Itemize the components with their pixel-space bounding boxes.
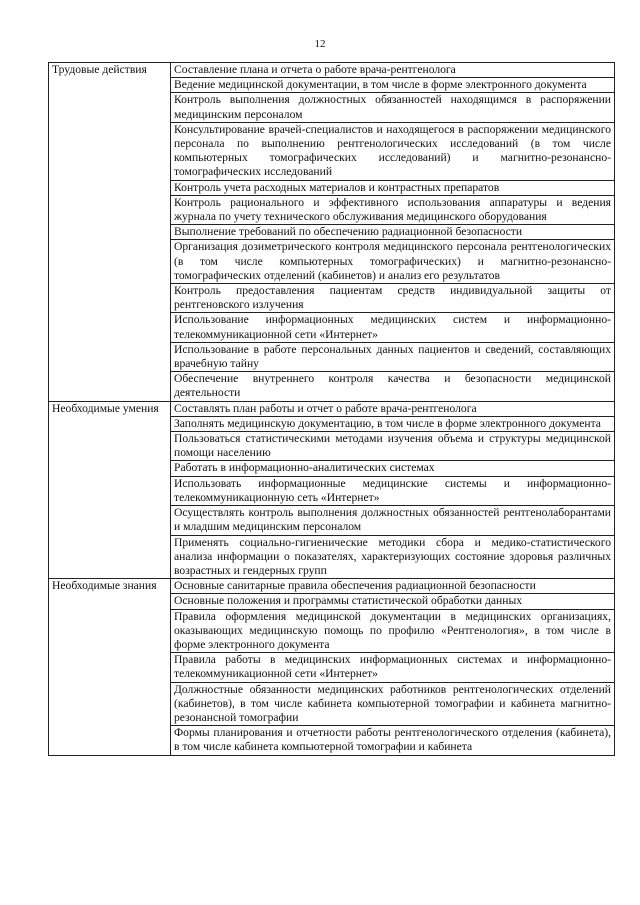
section-item: Составление плана и отчета о работе врача-рентгенолога: [171, 63, 615, 78]
section-item: Контроль рационального и эффективного использования аппаратуры и ведения журнала по учету технического обслуживания медицинского оборудования: [171, 195, 615, 224]
section-label: Трудовые действия: [49, 63, 171, 402]
section-item: Основные санитарные правила обеспечения радиационной безопасности: [171, 579, 615, 594]
section-item: Консультирование врачей-специалистов и находящегося в распоряжении медицинского персонала по выполнению рентгенологических исследований (в том числе компьютерных томографических исследований) и магнитно-резонансно-томографических исследований: [171, 122, 615, 180]
section-item: Должностные обязанности медицинских работников рентгенологических отделений (кабинетов), в том числе кабинета компьютерной томографии и кабинета магнитно-резонансной томографии: [171, 682, 615, 726]
table-body: [49, 63, 615, 756]
section-item: Заполнять медицинскую документацию, в том числе в форме электронного документа: [171, 416, 615, 431]
section-item: Применять социально-гигиенические методики сбора и медико-статистического анализа информации о показателях, характеризующих состояние здоровья различных возрастных и гендерных групп: [171, 535, 615, 579]
table-row: [49, 63, 615, 78]
section-item: Организация дозиметрического контроля медицинского персонала рентгенологических (в том числе компьютерных томографических) и магнитно-резонансно-томографических отделений (кабинетов) и анализ его результатов: [171, 240, 615, 284]
section-item: Формы планирования и отчетности работы рентгенологического отделения (кабинета), в том числе кабинета компьютерной томографии и кабинета: [171, 726, 615, 755]
section-label: Необходимые умения: [49, 401, 171, 578]
section-item: Основные положения и программы статистической обработки данных: [171, 594, 615, 609]
professional-standard-table: [48, 62, 615, 756]
section-item: Пользоваться статистическими методами изучения объема и структуры медицинской помощи населению: [171, 432, 615, 461]
section-item: Контроль предоставления пациентам средств индивидуальной защиты от рентгеновского излучения: [171, 284, 615, 313]
section-item: Использование информационных медицинских систем и информационно-телекоммуникационной сети «Интернет»: [171, 313, 615, 342]
section-item: Правила оформления медицинской документации в медицинских организациях, оказывающих медицинскую помощь по профилю «Рентгенология», в том числе в форме электронного документа: [171, 609, 615, 653]
section-item: Использование в работе персональных данных пациентов и сведений, составляющих врачебную тайну: [171, 342, 615, 371]
section-item: Осуществлять контроль выполнения должностных обязанностей рентгенолаборантами и младшим медицинским персоналом: [171, 506, 615, 535]
section-item: Выполнение требований по обеспечению радиационной безопасности: [171, 225, 615, 240]
section-item: Работать в информационно-аналитических системах: [171, 461, 615, 476]
section-item: Использовать информационные медицинские системы и информационно-телекоммуникационную сеть «Интернет»: [171, 476, 615, 505]
section-item: Контроль учета расходных материалов и контрастных препаратов: [171, 180, 615, 195]
section-item: Контроль выполнения должностных обязанностей находящимся в распоряжении медицинским персоналом: [171, 93, 615, 122]
section-item: Составлять план работы и отчет о работе врача-рентгенолога: [171, 401, 615, 416]
section-label: Необходимые знания: [49, 579, 171, 755]
section-item: Обеспечение внутреннего контроля качества и безопасности медицинской деятельности: [171, 372, 615, 401]
section-item: Правила работы в медицинских информационных системах и информационно-телекоммуникационной сети «Интернет»: [171, 653, 615, 682]
section-item: Ведение медицинской документации, в том числе в форме электронного документа: [171, 78, 615, 93]
table-row: [49, 579, 615, 594]
page-number: 12: [314, 38, 326, 50]
table-row: [49, 401, 615, 416]
